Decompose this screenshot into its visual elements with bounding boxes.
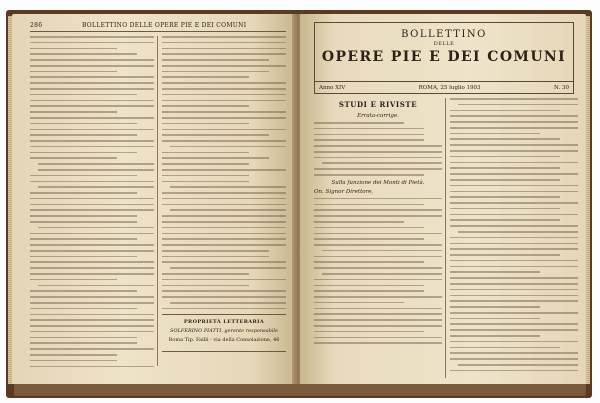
issue-number: N. 30 (554, 84, 569, 91)
text-line (314, 296, 442, 298)
text-line (30, 105, 154, 107)
text-line (30, 94, 137, 96)
text-line (162, 76, 249, 78)
text-line (450, 243, 578, 245)
text-line (30, 140, 154, 142)
text-line (314, 145, 442, 147)
text-line (162, 100, 286, 102)
text-line (450, 98, 578, 100)
text-line (314, 215, 442, 217)
text-line (30, 146, 154, 148)
text-line (30, 331, 154, 333)
text-line (30, 134, 137, 136)
text-line (30, 65, 154, 67)
text-line (314, 233, 442, 235)
text-line (30, 221, 137, 223)
text-line (314, 198, 442, 200)
text-line (450, 329, 578, 331)
text-line (162, 105, 249, 107)
text-line (30, 111, 117, 113)
imprint-box (162, 314, 286, 352)
text-line (314, 290, 424, 292)
left-page-number: 286 (30, 22, 43, 29)
text-line (30, 198, 154, 200)
text-line (314, 238, 424, 240)
text-line (162, 250, 269, 252)
text-line (322, 273, 442, 275)
subheading-errata: Errata-corrige. (357, 113, 399, 119)
text-line (162, 238, 286, 240)
text-line (30, 279, 117, 281)
text-line (162, 175, 249, 177)
text-line (162, 169, 286, 171)
text-line (162, 204, 286, 206)
text-line (450, 133, 540, 135)
text-line (450, 283, 578, 285)
text-line (450, 295, 578, 297)
text-line (458, 364, 578, 366)
text-line (314, 337, 442, 339)
imprint-line: SOLFERINO PIATTI, gerente responsabile (170, 328, 278, 334)
text-line (322, 162, 442, 164)
text-line (30, 117, 154, 119)
issue-year: Anno XIV (319, 84, 346, 91)
text-line (162, 48, 286, 50)
text-line (162, 36, 286, 38)
text-line (450, 110, 560, 112)
text-line (38, 227, 154, 229)
left-column-rule (157, 36, 158, 366)
text-line (314, 134, 424, 136)
text-line (314, 319, 442, 321)
right-column-rule (445, 98, 446, 378)
text-line (450, 191, 578, 193)
text-line (30, 129, 154, 131)
issue-bar (315, 81, 573, 93)
text-line (450, 260, 578, 262)
text-line (162, 152, 249, 154)
text-line (162, 163, 249, 165)
text-line (450, 144, 578, 146)
text-line (170, 267, 286, 269)
text-line (162, 261, 286, 263)
text-line (30, 319, 154, 321)
text-line (30, 256, 137, 258)
text-line (30, 250, 154, 252)
text-line (458, 104, 578, 106)
text-line (162, 88, 286, 90)
text-line (30, 100, 154, 102)
text-line (162, 285, 249, 287)
text-line (450, 185, 578, 187)
text-line (450, 202, 578, 204)
text-line (30, 59, 154, 61)
text-line (30, 348, 154, 350)
text-line (450, 150, 578, 152)
left-column-2 (162, 36, 286, 314)
text-line (162, 279, 286, 281)
text-line (30, 325, 154, 327)
text-line (30, 261, 154, 263)
text-line (314, 279, 442, 281)
text-line (30, 215, 137, 217)
text-line (314, 256, 442, 258)
text-line (314, 285, 424, 287)
text-line (450, 237, 578, 239)
text-line (322, 250, 442, 252)
text-line (162, 296, 286, 298)
text-line (314, 221, 404, 223)
text-line (162, 111, 286, 113)
text-line (30, 123, 137, 125)
text-line (162, 198, 286, 200)
text-line (30, 342, 137, 344)
text-line (450, 277, 578, 279)
text-line (162, 82, 286, 84)
text-line (450, 121, 578, 123)
issue-date: ROMA, 25 luglio 1903 (418, 84, 481, 91)
text-line (162, 42, 286, 44)
text-line (450, 179, 560, 181)
text-line (450, 358, 578, 360)
text-line (30, 302, 154, 304)
text-line (450, 162, 578, 164)
text-line (30, 238, 137, 240)
imprint-title: PROPRIETÀ LETTERARIA (183, 319, 265, 325)
text-line (30, 82, 154, 84)
text-line (30, 273, 154, 275)
text-line (162, 117, 286, 119)
text-line (314, 204, 424, 206)
text-line (30, 354, 117, 356)
text-line (450, 335, 540, 337)
text-line (450, 318, 540, 320)
right-page (300, 14, 586, 384)
imprint-footer: Roma Tip. Failli - via della Consolazione, 46 (168, 337, 280, 343)
text-line (38, 186, 154, 188)
text-line (162, 256, 269, 258)
text-line (170, 146, 286, 148)
text-line (30, 88, 154, 90)
text-line (162, 94, 286, 96)
text-line (30, 308, 137, 310)
text-line (30, 360, 117, 362)
text-line (314, 151, 442, 153)
text-line (450, 312, 578, 314)
text-line (314, 342, 442, 344)
text-line (314, 168, 442, 170)
text-line (30, 181, 154, 183)
text-line (30, 71, 117, 73)
text-line (30, 296, 154, 298)
text-line (170, 209, 286, 211)
text-line (450, 254, 560, 256)
text-line (30, 175, 137, 177)
text-line (30, 233, 154, 235)
text-line (162, 192, 286, 194)
text-line (30, 314, 154, 316)
text-line (450, 214, 578, 216)
text-line (450, 289, 578, 291)
text-line (450, 271, 540, 273)
text-line (450, 173, 578, 175)
right-column-1 (314, 98, 442, 348)
text-line (450, 127, 578, 129)
text-line (450, 300, 578, 302)
text-line (162, 181, 249, 183)
text-line (450, 208, 560, 210)
left-column-1 (30, 36, 154, 371)
text-line (450, 225, 578, 227)
text-line (314, 261, 424, 263)
left-running-title: BOLLETTINO DELLE OPERE PIE E DEI COMUNI (81, 22, 247, 29)
text-line (450, 352, 578, 354)
text-line (314, 267, 442, 269)
text-line (314, 128, 424, 130)
text-line (162, 140, 286, 142)
text-line (162, 134, 269, 136)
text-line (30, 53, 137, 55)
text-line (314, 331, 424, 333)
text-line (38, 169, 154, 171)
masthead-bollettino: BOLLETTINO (401, 29, 487, 40)
text-line (314, 209, 442, 211)
text-line (450, 115, 578, 117)
text-line (162, 157, 269, 159)
text-line (314, 313, 442, 315)
subheading-monti: Sulla funzione dei Monti di Pietà. (331, 179, 425, 186)
text-line (38, 163, 154, 165)
section-title: STUDI E RIVISTE (338, 100, 418, 109)
text-line (30, 337, 137, 339)
text-line (162, 215, 286, 217)
text-line (38, 285, 154, 287)
text-line (30, 244, 154, 246)
text-line (314, 174, 424, 176)
text-line (162, 129, 286, 131)
text-line (162, 123, 249, 125)
text-line (314, 227, 424, 229)
left-running-head (30, 22, 286, 32)
text-line (30, 267, 154, 269)
text-line (314, 244, 442, 246)
text-line (450, 341, 578, 343)
text-line (30, 36, 154, 38)
text-line (30, 290, 137, 292)
text-line (170, 302, 286, 304)
text-line (162, 65, 286, 67)
text-line (458, 231, 578, 233)
text-line (450, 156, 560, 158)
text-line (162, 244, 286, 246)
text-line (450, 266, 578, 268)
masthead-delle: DELLE (433, 41, 455, 47)
subheading-salutation: On. Signor Direttore, (314, 188, 374, 195)
left-page (12, 14, 296, 384)
text-line (450, 306, 540, 308)
text-line (30, 157, 117, 159)
text-line (314, 308, 442, 310)
text-line (314, 122, 404, 124)
text-line (162, 71, 269, 73)
text-line (450, 323, 578, 325)
text-line (170, 186, 286, 188)
text-line (314, 157, 442, 159)
right-column-2 (450, 98, 578, 376)
text-line (30, 76, 154, 78)
text-line (30, 48, 117, 50)
text-line (450, 347, 560, 349)
text-line (162, 59, 269, 61)
text-line (450, 370, 578, 372)
text-line (162, 221, 286, 223)
text-line (30, 192, 137, 194)
text-line (314, 139, 424, 141)
text-line (450, 167, 560, 169)
masthead (314, 22, 574, 94)
text-line (30, 204, 154, 206)
text-line (450, 138, 560, 140)
text-line (162, 273, 249, 275)
text-line (162, 233, 286, 235)
text-line (314, 302, 404, 304)
masthead-title: OPERE PIE E DEI COMUNI (321, 49, 567, 65)
text-line (162, 227, 286, 229)
text-line (450, 219, 560, 221)
text-line (314, 325, 442, 327)
text-line (30, 152, 137, 154)
text-line (450, 248, 578, 250)
text-line (162, 308, 286, 310)
text-line (30, 42, 154, 44)
text-line (162, 290, 286, 292)
text-line (162, 53, 286, 55)
text-line (30, 366, 154, 368)
text-line (30, 209, 154, 211)
text-line (450, 196, 560, 198)
